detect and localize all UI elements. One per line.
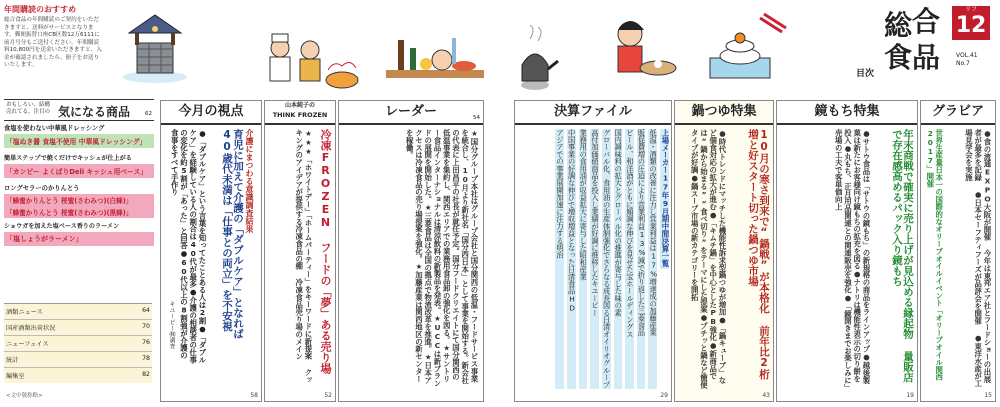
issue-badge xyxy=(952,6,990,40)
think-column xyxy=(264,100,336,402)
subscription-recommend xyxy=(4,4,104,70)
recommend-body: 総合食品の年間購読のご契約をいただきますと、送料がサービスとなります。郵便振替口座CB区数12万6111に前月号分もご送付ください。年間購読料10,800円を送金いただきますと、入金が確認されましたら、冊子をお送りいたします。 xyxy=(4,17,102,69)
kessan-page: 29 xyxy=(660,392,668,399)
nabe-headline: 10月の寒さ到来で“鍋戦”が本格化 前年比2桁増と好スタート切った鍋つゆ市場 xyxy=(746,129,770,380)
index-row[interactable] xyxy=(4,368,152,383)
party-illustration xyxy=(380,20,490,95)
index-page: 82 xyxy=(142,371,150,378)
item-2-label: 「カンピー よくばりDeli キッシュ用ベース」 xyxy=(4,164,154,178)
mochi-column xyxy=(776,100,918,402)
lady-illustration xyxy=(600,12,680,92)
gravia-headline: 世界生産量日本一の国際的なオリーブオイルイベント「オリーブオイル関西2017」開催 xyxy=(925,129,944,381)
item-4-label: 「塩しょうがラーメン」 xyxy=(4,232,154,246)
radar-title: レーダー xyxy=(339,101,483,125)
item-1-heading: 食塩を使わない中華風ドレッシング xyxy=(4,125,105,132)
gravia-page: 15 xyxy=(984,392,992,399)
masthead-char-1: 総 xyxy=(884,9,913,42)
index-page: 78 xyxy=(142,355,150,362)
item-block-4 xyxy=(4,221,154,246)
masthead xyxy=(856,4,994,86)
item-2-heading: 簡単ステップで焼くだけでキッシュが仕上がる xyxy=(4,155,132,162)
well-illustration xyxy=(115,5,195,85)
item-3-label-2: 「蜂蜜かりんとう 桜蜜(さわみつ)(黒蜂)」 xyxy=(4,206,154,218)
viewpoint-headline: 育児に加えて介護の「ダブルケア」となれば40歳代未満は「仕事との両立」を不安視 xyxy=(220,129,244,339)
mochi-title: 鏡もち特集 xyxy=(777,101,917,125)
kessan-title: 決算ファイル xyxy=(515,101,671,125)
index-row[interactable] xyxy=(4,304,152,320)
left-header-small: おもしろい、結構 売れてる、注目の xyxy=(6,102,51,116)
masthead-vol: VOL.41 xyxy=(956,52,978,59)
index-page: 76 xyxy=(142,339,150,346)
viewpoint-column xyxy=(160,100,262,402)
index-list xyxy=(4,303,152,383)
masthead-no: No.7 xyxy=(956,60,970,67)
index-row[interactable] xyxy=(4,336,152,352)
mochi-headline: 年末商戦で確実に売り上げが見込める縁起物 量販店で存在感高めるパック入り鏡もち xyxy=(890,129,914,383)
cooks-illustration xyxy=(260,30,360,95)
index-row[interactable] xyxy=(4,320,152,336)
item-3-label-1: 「蜂蜜かりんとう 桜蜜(さわみつ)(白蜂)」 xyxy=(4,194,154,206)
nabe-title: 鍋つゆ特集 xyxy=(675,101,773,125)
mochi-body: ●サトウ食品は「サトウの鏡もち」の新規格の商品をラインアップ●越後製菓は新たにお客様向け鏡もちの拡充を図る●ナトリは機能性表示の切り餅を投入●丸もち、正月用品関連との関連販売を強化●「鏡開きまでお楽しみに」売場の工夫で客単価向上 xyxy=(834,129,871,388)
index-page: 70 xyxy=(142,323,150,330)
gravia-title: グラビア xyxy=(921,101,995,125)
mochi-illustration xyxy=(700,8,790,93)
viewpoint-lead: 介護にまつわる意識調査結果 xyxy=(245,129,254,233)
kettle-illustration xyxy=(510,25,560,95)
think-header xyxy=(265,101,335,125)
nabe-body: ●時代トレンドにマッチした機能性訴求型鍋つゆが増加●「鍋キューブ」など個食対応の拡大が進む●「キムチ鍋」を中心としたPB強化●新商品では“鍋から始まる”“食べ切り”をテーマにした提案●プチッと鍋など簡便タイプが好調●鍋スープ市場の新カテゴリーを開拓 xyxy=(690,129,727,389)
index-row[interactable] xyxy=(4,352,152,368)
mochi-page: 19 xyxy=(906,392,914,399)
kessan-line-1[interactable]: 上場メーカー17年9月期中間決算一覧 xyxy=(661,129,670,267)
masthead-char-3: 食 xyxy=(884,41,913,74)
kessan-line-2[interactable]: 低温・酒類の改善に注力し営業利益は17%増達成の加藤産業 xyxy=(648,129,657,389)
think-title: THINK FROZEN xyxy=(272,111,328,119)
index-label: ニューフェイス xyxy=(6,341,49,348)
think-body: ★★★「ホワイトデー」「ホームパーティー」をキーワードに新提案 クッキングのアイデアが提供する冷凍食品の棚 冷凍食品売り場のメイン xyxy=(294,129,313,384)
kessan-line-10[interactable]: アジアでの事業展開加速に注力する明治 xyxy=(555,129,564,389)
gravia-body: ●食の流通EXPO大阪が開催 今年は東邦エア社とフードショーの出展者が最多を記録 ●日本セーフティフーズが品評会を開催 ●東洋水産が工場見学会を実施 xyxy=(964,129,992,387)
toc-label: 目次 xyxy=(856,69,875,79)
left-header-title: 気になる商品 xyxy=(58,105,131,119)
item-block-1 xyxy=(4,123,154,148)
radar-column xyxy=(338,100,484,402)
cover-note: <文中敬称略> xyxy=(6,393,43,399)
recommend-title: 年間購読のおすすめ xyxy=(4,5,77,14)
kessan-line-5[interactable]: 国内調味料の拡大とグローバル化の推進が寄与した味の素 xyxy=(614,129,623,389)
kessan-line-9[interactable]: 中国事業の好調な伸びで増収増益となった日清食品HD xyxy=(567,129,576,389)
kessan-line-7[interactable]: 高付加価値商品を投入し業績が好調に推移したキユーピー xyxy=(590,129,599,389)
viewpoint-page: 58 xyxy=(250,392,258,399)
index-label: 編集室 xyxy=(6,373,25,380)
think-page: 52 xyxy=(324,392,332,399)
item-3-heading: ロングセラーのかりんとう xyxy=(4,185,80,192)
kessan-line-6[interactable]: グローバル化、食用油の生産体制強化でさらなる成長図る日清オイリオグループ xyxy=(602,129,612,389)
radar-body: ★国分グループ本社はグループ会社と国分関西の低温・フードサービス事業を統合し、10月より新社名「国分西日本」として事業を開始する。新会社の代表に上田昌平の社長が就任予定。国分フードクリエイトにて国分関西の低温事業を集約し、関西エリアでの業務用食品卸の強化を図る。★サントリー食品インターナショナルは清涼飲料の新製品を発表。★UCCは新ブランドの展開を開始した。★三菱食品は全国の拠点で物流改革を推進。★日本アクセスは冷凍食品の売り場提案を強化。★加藤産業は関西地区の新センターを稼働。 xyxy=(405,129,479,387)
index-label: 酒類ニュース xyxy=(6,309,43,316)
item-4-heading: ショウガを加えた塩ベース香りのラーメン xyxy=(4,223,120,230)
nabe-column xyxy=(674,100,774,402)
left-column xyxy=(4,99,154,401)
viewpoint-body: ●「ダブルケア」という言葉を知ってたことある人は2割●「ダブルケア」を経験している人の割合は40代が最多●介護の相談者の仕事の変化を約5割が「あった」と回答●60代以上の8割強が介護の食事をすべて手作り xyxy=(170,129,207,364)
index-label: 国産酒類出荷状況 xyxy=(6,325,56,332)
kessan-list xyxy=(517,129,669,391)
index-page: 64 xyxy=(142,307,150,314)
item-block-3 xyxy=(4,183,154,218)
masthead-char-4: 品 xyxy=(912,41,941,74)
think-headline: 冷凍FROZEN フードの「夢」ある売り場 xyxy=(319,129,332,374)
issue-prefix: リフ xyxy=(964,6,977,13)
viewpoint-title: 今月の視点 xyxy=(161,101,261,125)
nabe-page: 43 xyxy=(762,392,770,399)
viewpoint-source: キユーピー㈱調査 xyxy=(168,301,175,349)
index-label: 統計 xyxy=(6,357,19,364)
left-header xyxy=(4,99,154,121)
item-block-2 xyxy=(4,153,154,178)
kessan-line-4[interactable]: ビール、和洋酒がともに順調な伸びを見せた宝ホールディングス xyxy=(625,129,634,389)
kessan-line-3[interactable]: 販促費増の圧迫により営業利益13%減で折り返した三菱食品 xyxy=(637,129,646,389)
masthead-char-2: 合 xyxy=(912,5,941,38)
left-header-page: 62 xyxy=(145,111,152,117)
gravia-column xyxy=(920,100,996,402)
kessan-line-8[interactable]: 業務用の食用油が収益拡大に寄与した昭和産業 xyxy=(579,129,588,389)
think-title-small: 山本純子の xyxy=(284,102,315,109)
issue-number: 12 xyxy=(955,13,987,38)
radar-page: 54 xyxy=(473,115,480,121)
kessan-column xyxy=(514,100,672,402)
item-1-label: 「塩ぬき醤 食塩不使用 中華風ドレッシング」 xyxy=(4,134,154,148)
